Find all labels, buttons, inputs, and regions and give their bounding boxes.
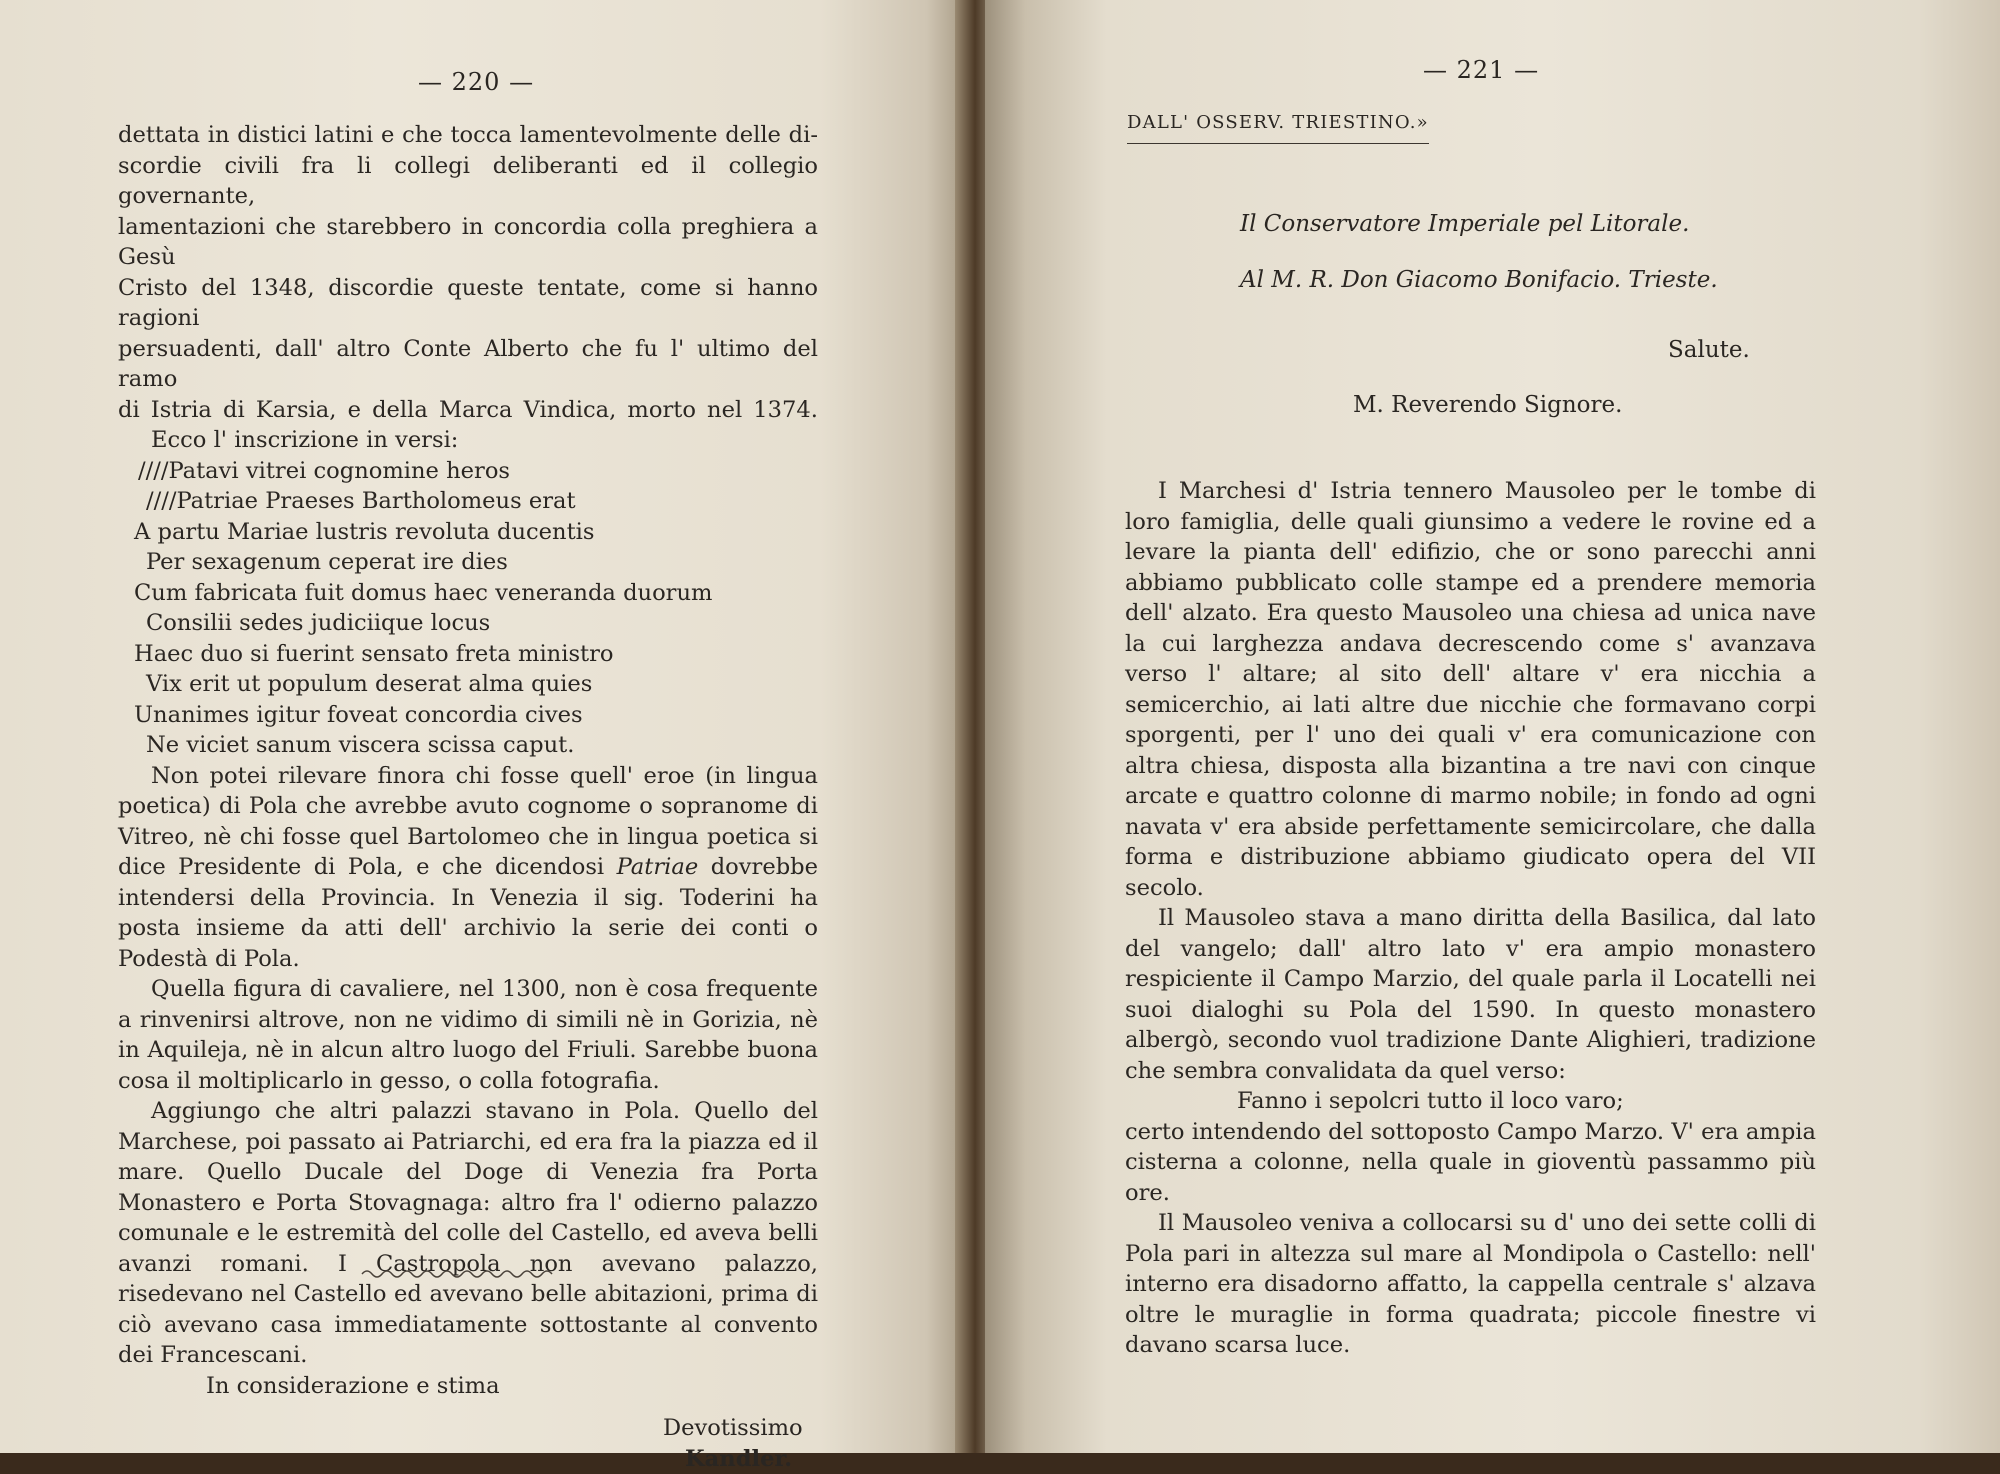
verse-line: Per sexagenum ceperat ire dies [134, 547, 818, 578]
paragraph-2: Non potei rilevare finora chi fosse quell' eroe (in lingua poetica) di Pola che avrebbe avuto cognome o sopranome di Vitreo, nè chi fosse quel Bartolomeo che in lingua poetica si dice Presidente di Pola, e che dicendosi Patriae dovrebbe intendersi della Provincia. In Venezia il sig. Toderini ha posta insieme da atti dell' archivio la serie dei conti o Podestà di Pola. [118, 761, 818, 975]
paragraph-4: Aggiungo che altri palazzi stavano in Pola. Quello del Marchese, poi passato ai Patriarchi, ed era fra la piazza ed il mare. Quello Ducale del Doge di Venezia fra Porta Monastero e Porta Stovagnaga: altro fra l' odierno palazzo comunale e le estremità del colle del Castello, ed aveva belli avanzi romani. I Castropola non avevano palazzo, risedevano nel Castello ed avevano belle abitazioni, prima di ciò avevano casa immediatamente sottostante al convento dei Francescani. [118, 1096, 818, 1371]
salute: Salute. [1668, 337, 1750, 363]
paragraph-3: Il Mausoleo veniva a collocarsi su d' uno dei sette colli di Pola pari in altezza sul mare al Mondipola o Castello: nell' interno era disadorno affatto, la cappella centrale s' alzava oltre le muraglie in forma quadrata; piccole finestre vi davano scarsa luce. [1125, 1208, 1816, 1361]
inscription-intro: Ecco l' inscrizione in versi: [118, 425, 818, 456]
paragraph-2-continued: certo intendendo del sottoposto Campo Marzo. V' era ampia cisterna a colonne, nella quale in gioventù passammo più ore. [1125, 1117, 1816, 1209]
signoff: Devotissimo [118, 1413, 818, 1444]
verse-line: Consilii sedes judiciique locus [134, 608, 818, 639]
verse-line: Cum fabricata fuit domus haec veneranda duorum [134, 578, 818, 609]
paragraph-1: I Marchesi d' Istria tennero Mausoleo per le tombe di loro famiglia, delle quali giunsimo a vedere le rovine ed a levare la pianta dell' edifizio, che or sono parecchi anni abbiamo pubblicato colle stampe ed a prendere memoria dell' alzato. Era questo Mausoleo una chiesa ad unica nave la cui larghezza andava decrescendo come s' avanzava verso l' altare; al sito dell' altare v' era nicchia a semicerchio, ai lati altre due nicchie che formavano corpi sporgenti, per l' uno dei quali v' era comunicazione con altra chiesa, disposta alla bizantina a tre navi con cinque arcate e quattro colonne di marmo nobile; in fondo ad ogni navata v' era abside perfettamente semicircolare, che dalla forma e distribuzione abbiamo giudicato opera del VII secolo. [1125, 476, 1816, 903]
latin-inscription [118, 456, 818, 761]
verse-line: Unanimes igitur foveat concordia cives [134, 700, 818, 731]
page-number: — 220 — [418, 68, 534, 96]
left-page [0, 0, 965, 1453]
verse-line: Ne viciet sanum viscera scissa caput. [134, 730, 818, 761]
running-head: DALL' OSSERV. TRIESTINO.» [1127, 112, 1429, 144]
verse-line: ////Patriae Praeses Bartholomeus erat [134, 486, 818, 517]
closing-line: In considerazione e stima [118, 1371, 818, 1402]
verse-line: Haec duo si fuerint sensato freta ministro [134, 639, 818, 670]
paragraph-1: dettata in distici latini e che tocca lamentevolmente delle di- scordie civili fra li collegi deliberanti ed il collegio governante, lamentazioni che starebbero in concordia colla preghiera a Gesù Cristo del 1348, discordie queste tentate, come si hanno ragioni persuadenti, dall' altro Conte Alberto che fu l' ultimo del ramo di Istria di Karsia, e della Marca Vindica, morto nel 1374. [118, 120, 818, 425]
verse-line: Vix erit ut populum deserat alma quies [134, 669, 818, 700]
wavy-rule-ornament [362, 1268, 552, 1280]
paragraph-2: Il Mausoleo stava a mano diritta della Basilica, dal lato del vangelo; dall' altro lato v' era ampio monastero respiciente il Campo Marzio, del quale parla il Locatelli nei suoi dialoghi su Pola del 1590. In questo monastero albergò, secondo vuol tradizione Dante Alighieri, tradizione che sembra convalidata da quel verso: [1125, 903, 1816, 1086]
header-line-1: Il Conservatore Imperiale pel Litorale. [1240, 211, 1689, 237]
italic-word: Patriae [617, 854, 699, 880]
signature: Kandler. [118, 1444, 818, 1474]
verse-line: A partu Mariae lustris revoluta ducentis [134, 517, 818, 548]
page-number: — 221 — [1423, 56, 1539, 84]
header-line-2: Al M. R. Don Giacomo Bonifacio. Trieste. [1240, 267, 1718, 293]
quoted-verse: Fanno i sepolcri tutto il loco varo; [1125, 1086, 1816, 1117]
verse-line: ////Patavi vitrei cognomine heros [134, 456, 818, 487]
paragraph-3: Quella figura di cavaliere, nel 1300, non è cosa frequente a rinvenirsi altrove, non ne vidimo di simili nè in Gorizia, nè in Aquileja, nè in alcun altro luogo del Friuli. Sarebbe buona cosa il moltiplicarlo in gesso, o colla fotografia. [118, 974, 818, 1096]
right-page [985, 0, 2000, 1453]
right-page-body [1125, 476, 1816, 1361]
salutation: M. Reverendo Signore. [1353, 392, 1622, 418]
